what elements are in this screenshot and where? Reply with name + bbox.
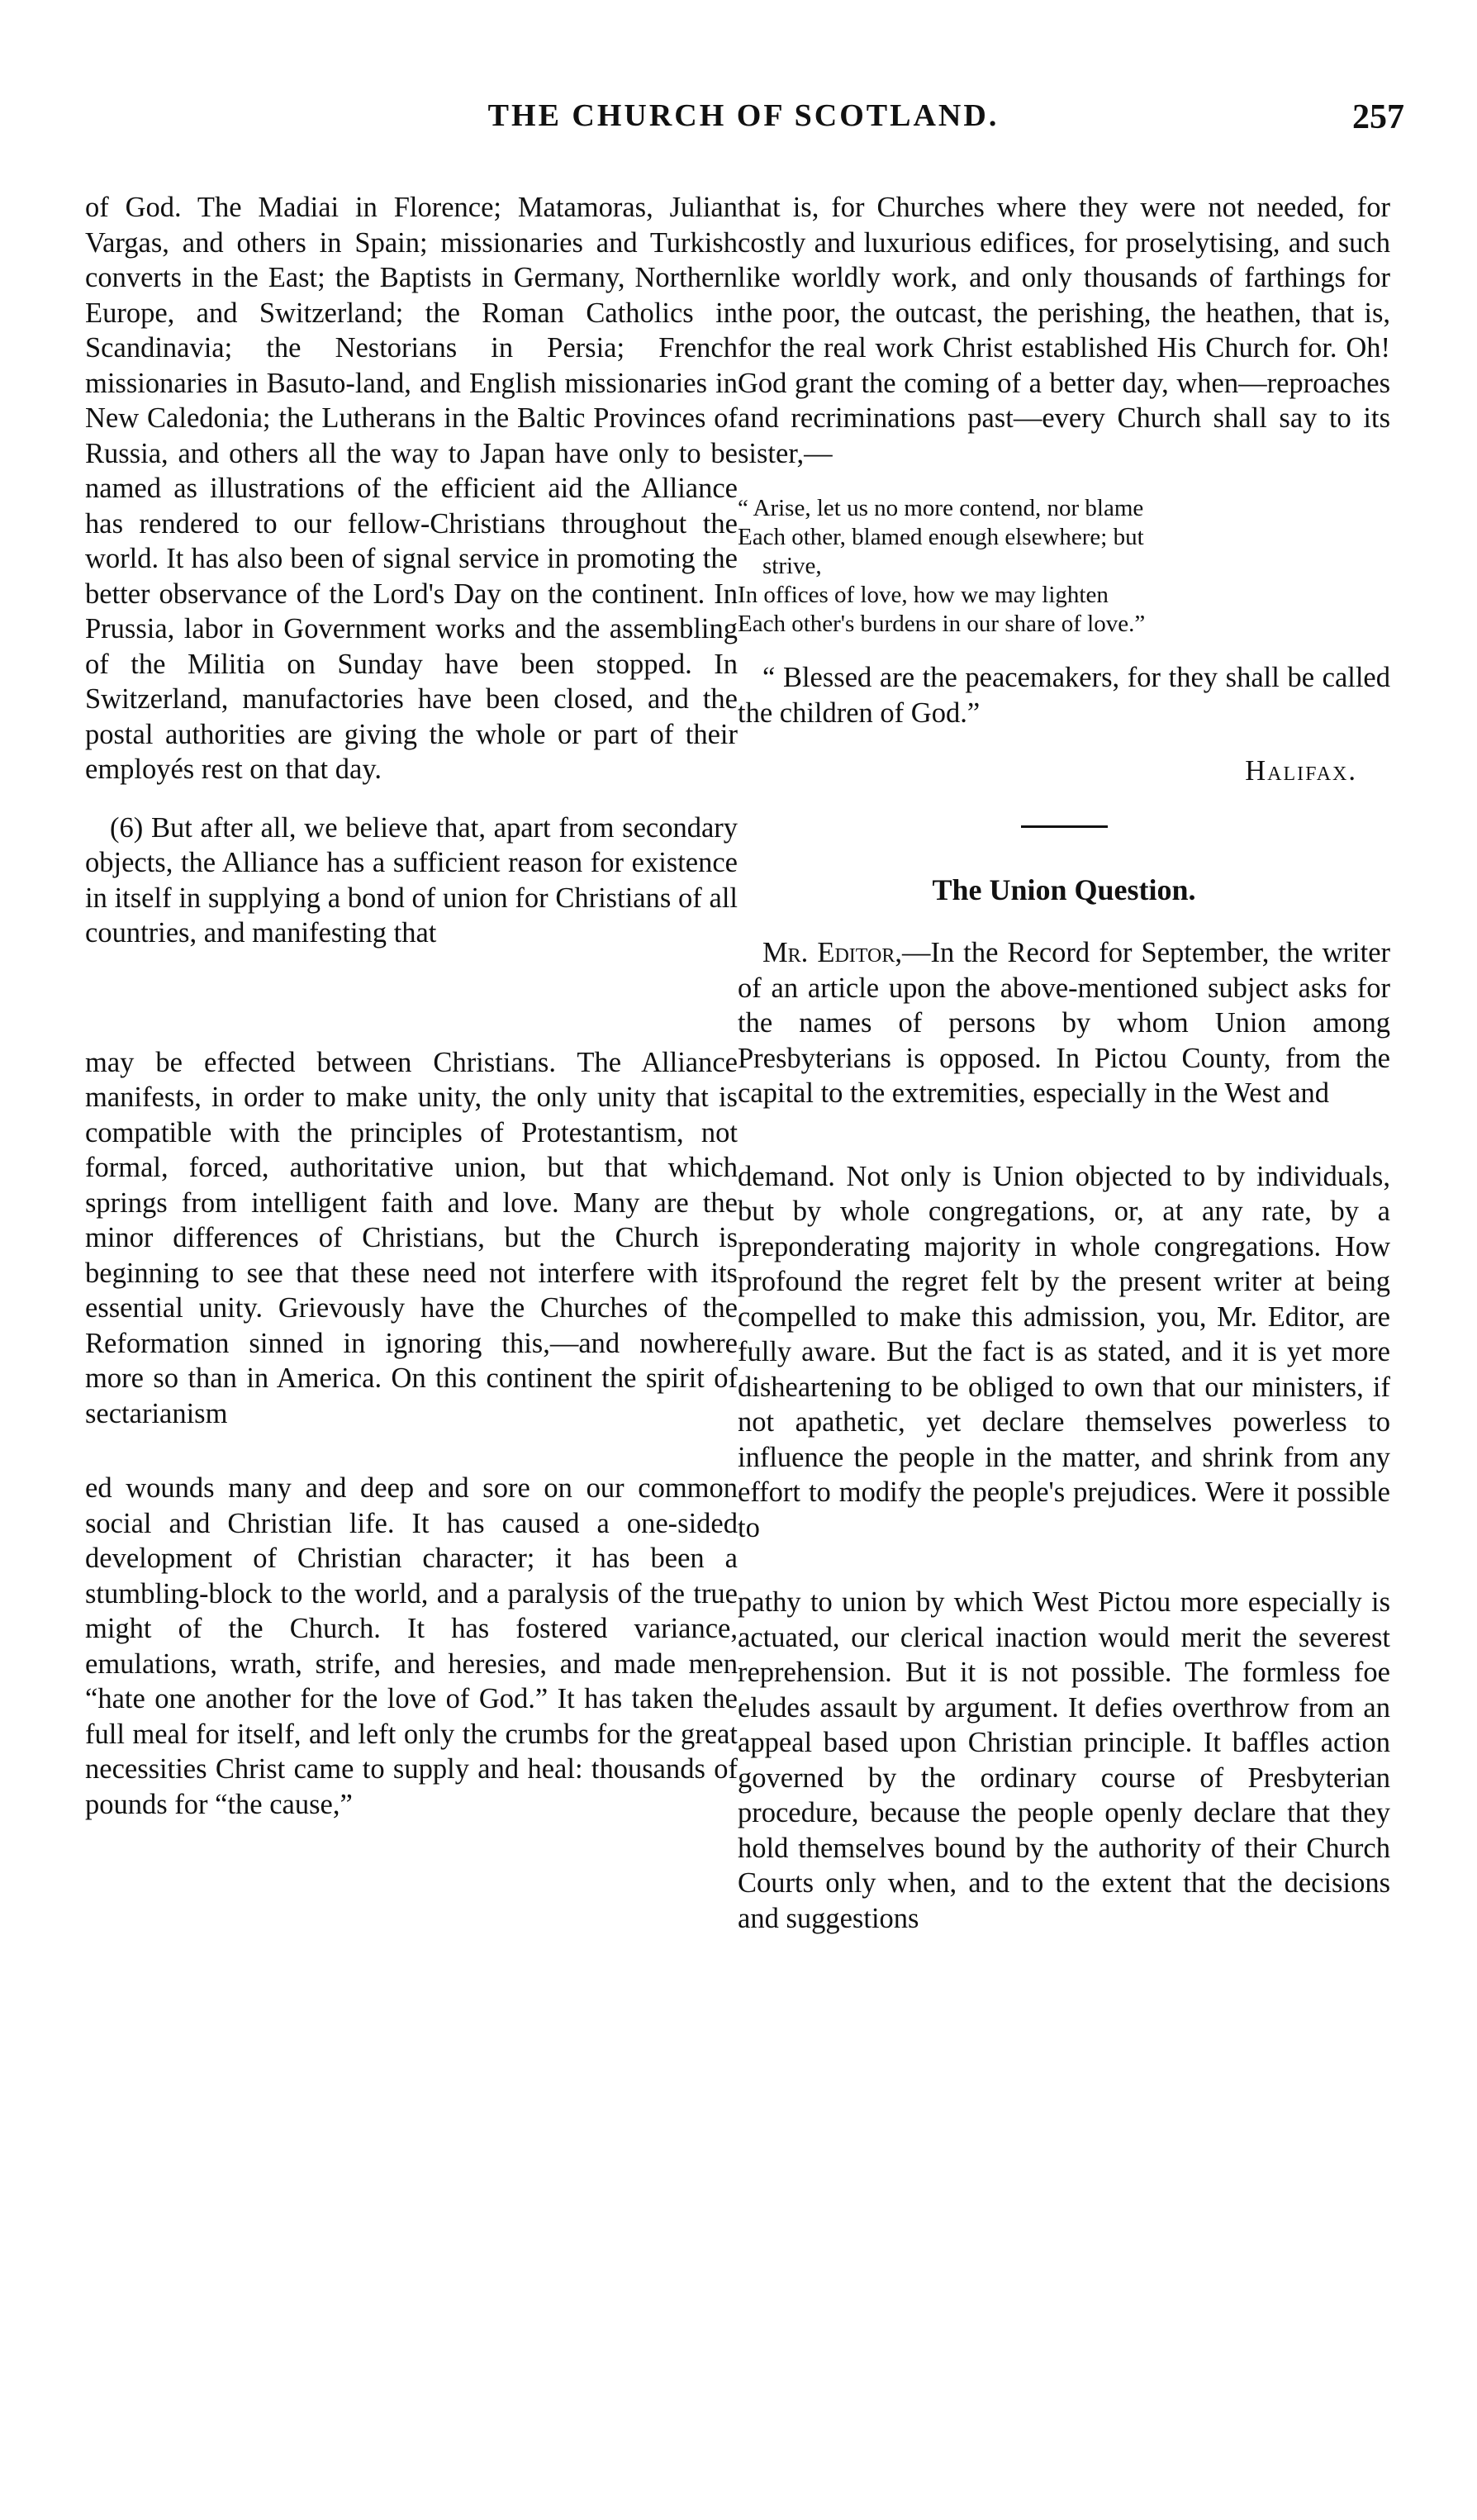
scripture-quote: “ Blessed are the peacemakers, for they shall be called the children of God.” — [738, 662, 1390, 729]
illegible-gap — [738, 1568, 1390, 1585]
left-column — [85, 190, 738, 1845]
poem-line: strive, — [762, 553, 822, 579]
letter-paragraph-continued: pathy to union by which West Pictou more especially is actuated, our clerical inaction would merit the severest reprehension. But it is not possible. The formless foe eludes assault by argument. It defies overthrow from an appeal based upon Christian principle. It baffles action governed by the ordinary course of Presbyterian procedure, because the people openly declare that they hold themselves bound by the authority of their Church Courts only when, and to the extent that the decisions and suggestions — [738, 1586, 1390, 1934]
letter-paragraph — [738, 935, 1390, 1111]
signature: Halifax. — [1245, 755, 1357, 787]
paragraph-alliance-aid: of God. The Madiai in Florence; Matamoras, Julian Vargas, and others in Spain; missionaries and Turkish converts in the East; the Baptists in Germany, Northern Europe, and Switzerland; the Roman Catholics in Scandinavia; the Nestorians in Persia; French missionaries in Basuto-land, and English missionaries in New Caledonia; the Lutherans in the Baltic Provinces of Russia, and others all the way to Japan have only to be named as illustrations of the efficient aid the Alliance has rendered to our fellow-Christians throughout the world. It has also been of signal service in promoting the better observance of the Lord's Day on the continent. In Prussia, labor in Government works and the assembling of the Militia on Sunday have been stopped. In Switzerland, manufactories have been closed, and the postal authorities are giving the whole or part of their employés rest on that day. — [85, 192, 738, 785]
poem-line: Each other's burdens in our share of love.” — [738, 611, 1146, 637]
illegible-gap — [85, 1454, 738, 1471]
poem-quotation — [738, 494, 1390, 639]
paragraph-churches: that is, for Churches where they were not needed, for costly and luxurious edifices, for proselytising, and such like worldly work, and only thousands of farthings for the poor, the outcast, the perishing, the heathen, that is, for the real work Christ established His Church for. Oh! God grant the coming of a better day, when—reproaches and recriminations past—every Church shall say to its sister,— — [738, 192, 1390, 469]
poem-line: “ Arise, let us no more contend, nor blame — [738, 495, 1144, 521]
running-head — [83, 97, 1404, 147]
poem-line: Each other, blamed enough elsewhere; but — [738, 524, 1144, 550]
letter-text: —In the Record for September, the writer of an article upon the above-mentioned subject asks for the names of persons by whom Union among Presbyterians is opposed. In Pictou County, from the capital to the extremities, especially in the West and — [738, 937, 1390, 1109]
illegible-gap — [738, 1134, 1390, 1159]
running-title: THE CHURCH OF SCOTLAND. — [487, 98, 1000, 133]
illegible-gap — [85, 974, 738, 1045]
right-column — [738, 190, 1390, 1959]
letter-paragraph-continued: demand. Not only is Union objected to by individuals, but by whole congregations, or, at any rate, by a preponderating majority in whole congregations. How profound the regret felt by the present writer at being compelled to make this admission, you, Mr. Editor, are fully aware. But the fact is as stated, and it is yet more disheartening to be obliged to own that our ministers, if not apathetic, yet declare themselves powerless to influence the people in the matter, and shrink from any effort to modify the people's prejudices. Were it possible to — [738, 1160, 1390, 1543]
paragraph-sectarianism: ed wounds many and deep and sore on our common social and Christian life. It has caused a one-sided development of Christian character; it has been a stumbling-block to the world, and a paralysis of the true might of the Church. It has fostered variance, emulations, wrath, strife, and heresies, and made men “hate one another for the love of God.” It has taken the full meal for itself, and left only the crumbs for the great necessities Christ came to supply and heal: thousands of pounds for “the cause,” — [85, 1472, 738, 1820]
letter-salutation: Mr. Editor, — [762, 937, 902, 968]
paragraph-unity: may be effected between Christians. The Alliance manifests, in order to make unity, the only unity that is compatible with the principles of Protestantism, not formal, forced, authoritative union, but that which springs from intelligent faith and love. Many are the minor differences of Christians, but the Church is beginning to see that these need not interfere with its essential unity. Grievously have the Churches of the Reformation sinned in ignoring this,—and nowhere more so than in America. On this continent the spirit of sectarianism — [85, 1046, 738, 1429]
section-heading: The Union Question. — [932, 872, 1196, 906]
poem-line: In offices of love, how we may lighten — [738, 582, 1109, 608]
section-divider — [1021, 825, 1108, 828]
page-number: 257 — [1352, 98, 1404, 136]
paragraph-bond-of-union: (6) But after all, we believe that, apart from secondary objects, the Alliance has a sufficient reason for existence in itself in supplying a bond of union for Christians of all countries, and manifesting that — [85, 811, 738, 949]
